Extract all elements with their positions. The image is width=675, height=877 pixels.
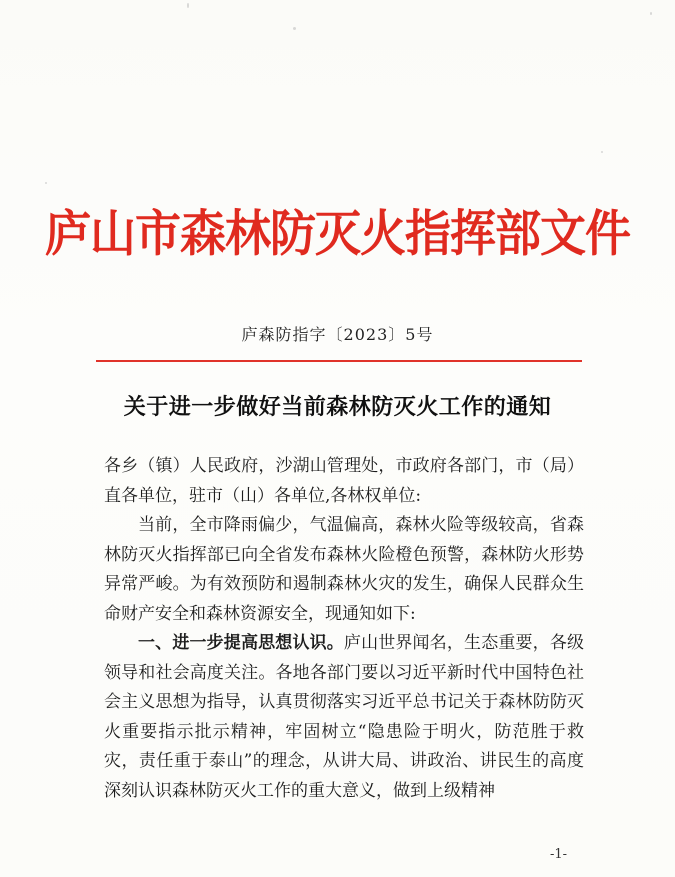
scan-speck bbox=[45, 182, 47, 184]
section-heading: 一、进一步提高思想认识。 bbox=[138, 633, 344, 653]
document-body bbox=[104, 452, 584, 806]
section-paragraph bbox=[104, 629, 584, 806]
red-divider-line bbox=[96, 360, 582, 362]
document-title: 关于进一步做好当前森林防灭火工作的通知 bbox=[123, 394, 552, 420]
document-masthead: 庐山市森林防灭火指挥部文件 bbox=[45, 203, 630, 263]
section-text: 庐山世界闻名，生态重要，各级领导和社会高度关注。各地各部门要以习近平新时代中国特色社会主义思想为指导，认真贯彻落实习近平总书记关于森林防防灭火重要指示批示精神，牢固树立“隐患险于明火，防范胜于救灾，责任重于泰山”的理念，从讲大局、讲政治、讲民生的高度深刻认识森林防灭火工作的重大意义，做到上级精神 bbox=[104, 633, 585, 801]
paragraph: 当前，全市降雨偏少，气温偏高，森林火险等级较高，省森林防灭火指挥部已向全省发布森林火险橙色预警，森林防火形势异常严峻。为有效预防和遏制森林火灾的发生，确保人民群众生命财产安全和森林资源安全，现通知如下: bbox=[104, 515, 584, 624]
document-number: 庐森防指字〔2023〕5号 bbox=[241, 325, 434, 344]
page-number: -1- bbox=[550, 847, 568, 862]
scan-speck bbox=[187, 3, 189, 8]
scan-speck bbox=[293, 27, 296, 30]
scan-speck bbox=[601, 151, 603, 153]
scan-speck bbox=[650, 12, 652, 15]
addressee: 各乡（镇）人民政府，沙湖山管理处，市政府各部门，市（局）直各单位，驻市（山）各单位,各林权单位: bbox=[104, 456, 584, 506]
